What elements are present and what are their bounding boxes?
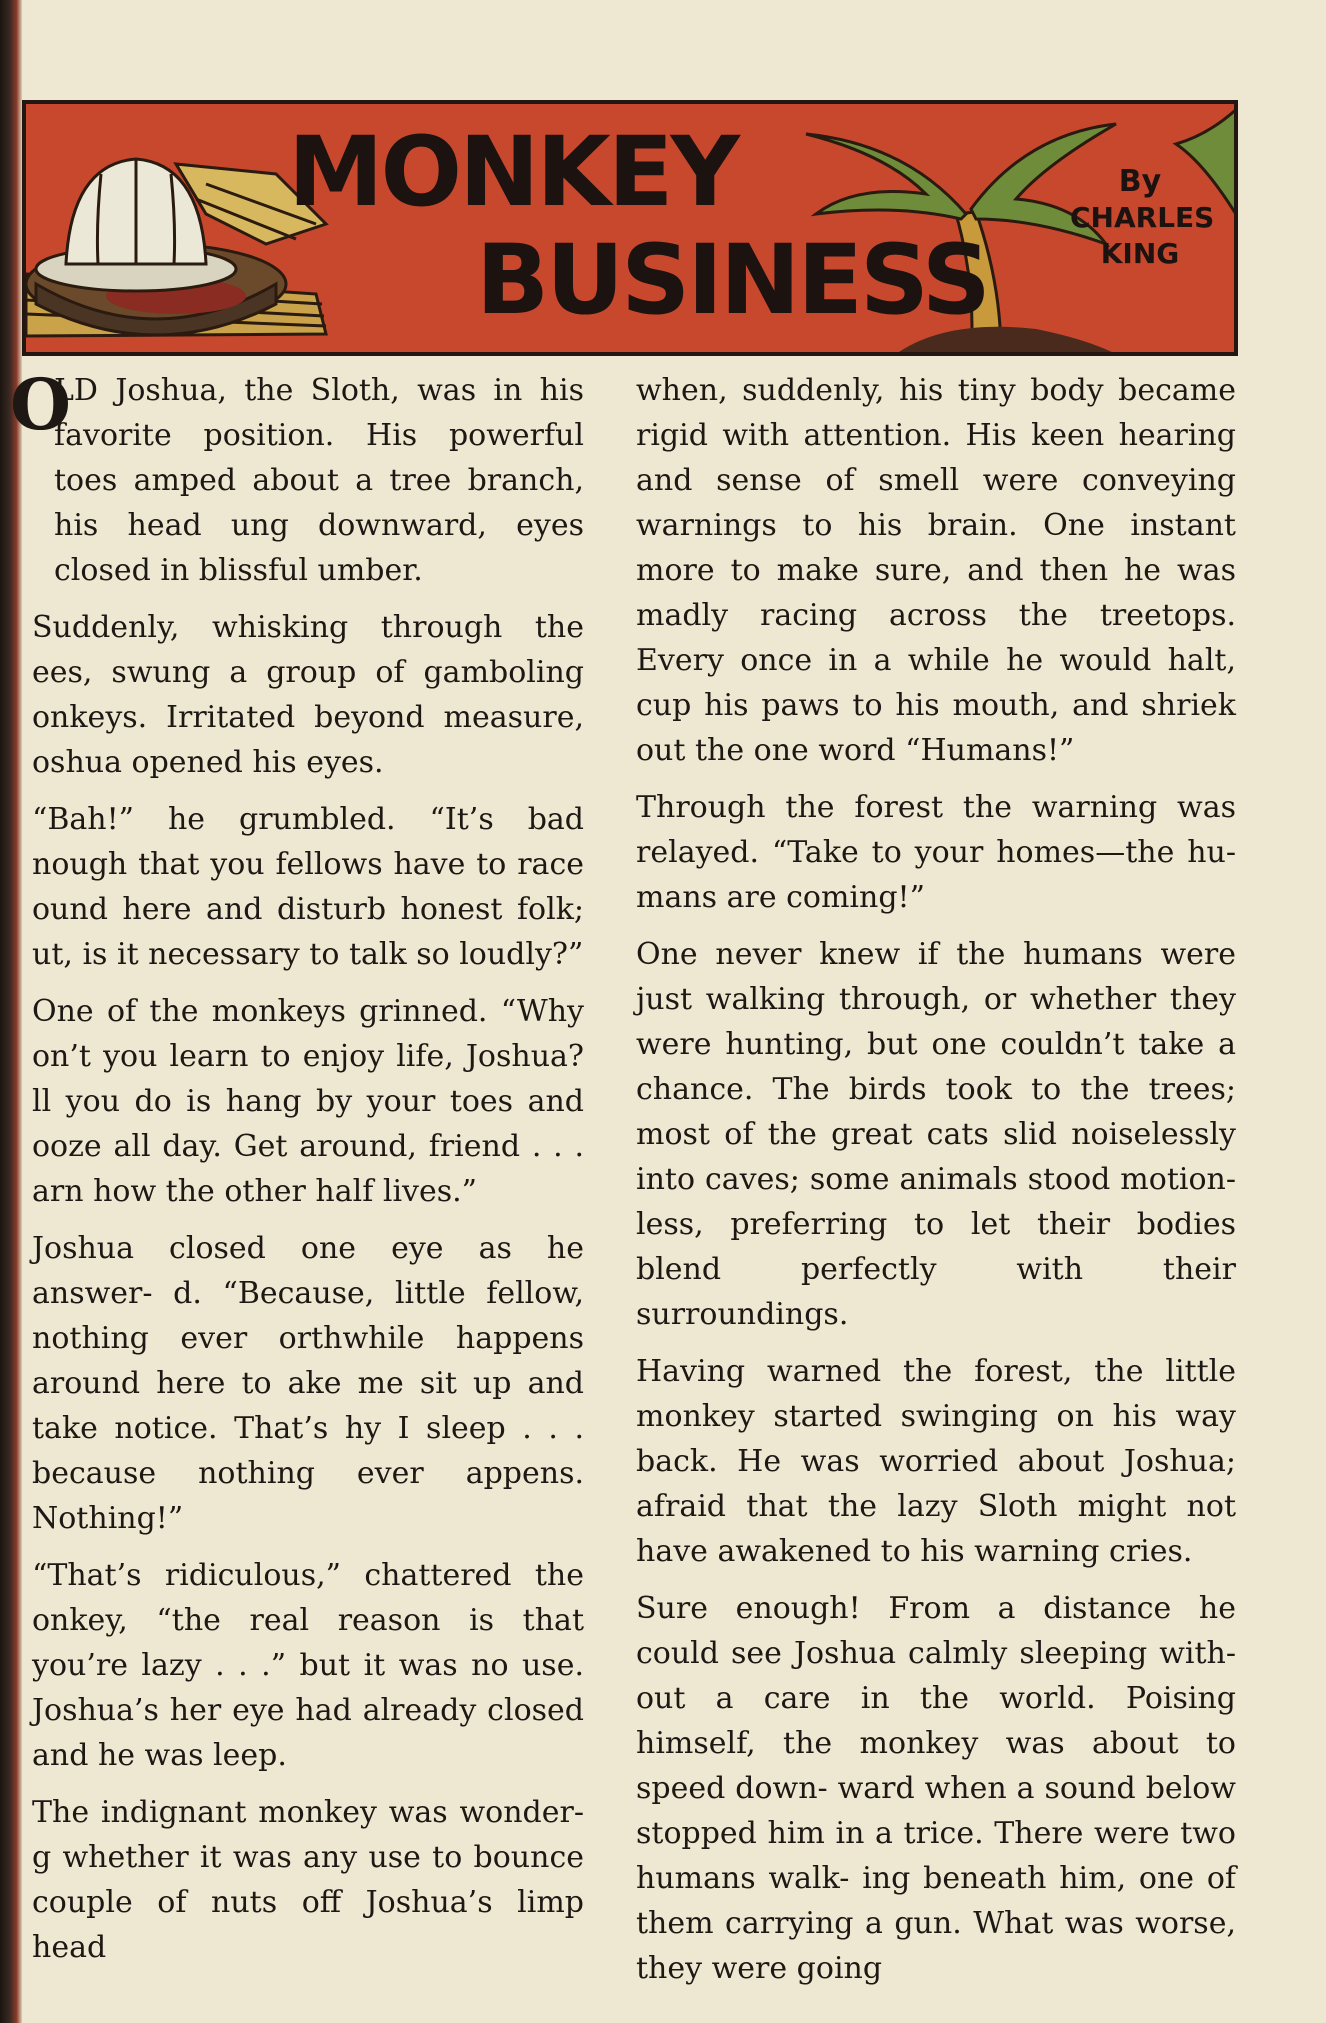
paragraph: Joshua closed one eye as he answer- d. “Because, little fellow, nothing ever orthwhile happens around here to ake me sit up and take notice. That’s hy I sleep . . . because nothing ever appens. Nothing!” — [32, 1231, 584, 1536]
paragraph: The indignant monkey was wonder- g whether it was any use to bounce couple of nuts off Joshua’s limp head — [32, 1795, 584, 1965]
byline — [1070, 164, 1215, 272]
paragraph: Through the forest the warning was relayed. “Take to your homes—the hu- mans are coming!” — [636, 790, 1236, 915]
paragraph: “Bah!” he grumbled. “It’s bad nough that you fellows have to race ound here and disturb honest folk; ut, is it necessary to talk so loudly?” — [32, 802, 584, 972]
paragraph: LD Joshua, the Sloth, was in his favorite position. His powerful toes amped about a tree branch, his head ung downward, eyes closed in blissful umber. — [54, 373, 584, 588]
title-banner — [22, 100, 1238, 356]
byline-author-last: KING — [1100, 237, 1180, 270]
drop-cap: O — [10, 363, 71, 446]
paragraph: One never knew if the humans were just walking through, or whether they were hunting, but one couldn’t take a chance. The birds took to the trees; most of the great cats slid noiselessly into caves; some animals stood motion- less, preferring to let their bodies blend perfectly with their surroundings. — [636, 937, 1236, 1332]
byline-by: By — [1118, 164, 1162, 199]
book-spine-edge — [0, 0, 22, 2023]
article-column-right — [636, 368, 1236, 2003]
byline-author-first: CHARLES — [1070, 201, 1215, 234]
paragraph: Suddenly, whisking through the ees, swung a group of gamboling onkeys. Irritated beyond measure, oshua opened his eyes. — [32, 610, 584, 780]
paragraph: “That’s ridiculous,” chattered the onkey, “the real reason is that you’re lazy . . .” but it was no use. Joshua’s her eye had already closed and he was leep. — [32, 1558, 584, 1773]
title-line-2: BUSINESS — [476, 224, 988, 336]
paragraph: Sure enough! From a distance he could see Joshua calmly sleeping with- out a care in the world. Poising himself, the monkey was about to speed down- ward when a sound below stopped him in a trice. There were two humans walk- ing beneath him, one of them carrying a gun. What was worse, they were going — [636, 1591, 1236, 1986]
paragraph: One of the monkeys grinned. “Why on’t you learn to enjoy life, Joshua? ll you do is hang by your toes and ooze all day. Get around, friend . . . arn how the other half lives.” — [32, 994, 584, 1209]
title-line-1: MONKEY — [288, 116, 737, 228]
paragraph: when, suddenly, his tiny body became rigid with attention. His keen hearing and sense of smell were conveying warnings to his brain. One instant more to make sure, and then he was madly racing across the treetops. Every once in a while he would halt, cup his paws to his mouth, and shriek out the one word “Humans!” — [636, 373, 1236, 768]
paragraph: Having warned the forest, the little monkey started swinging on his way back. He was worried about Joshua; afraid that the lazy Sloth might not have awakened to his warning cries. — [636, 1354, 1236, 1569]
article-column-left — [10, 363, 584, 1982]
